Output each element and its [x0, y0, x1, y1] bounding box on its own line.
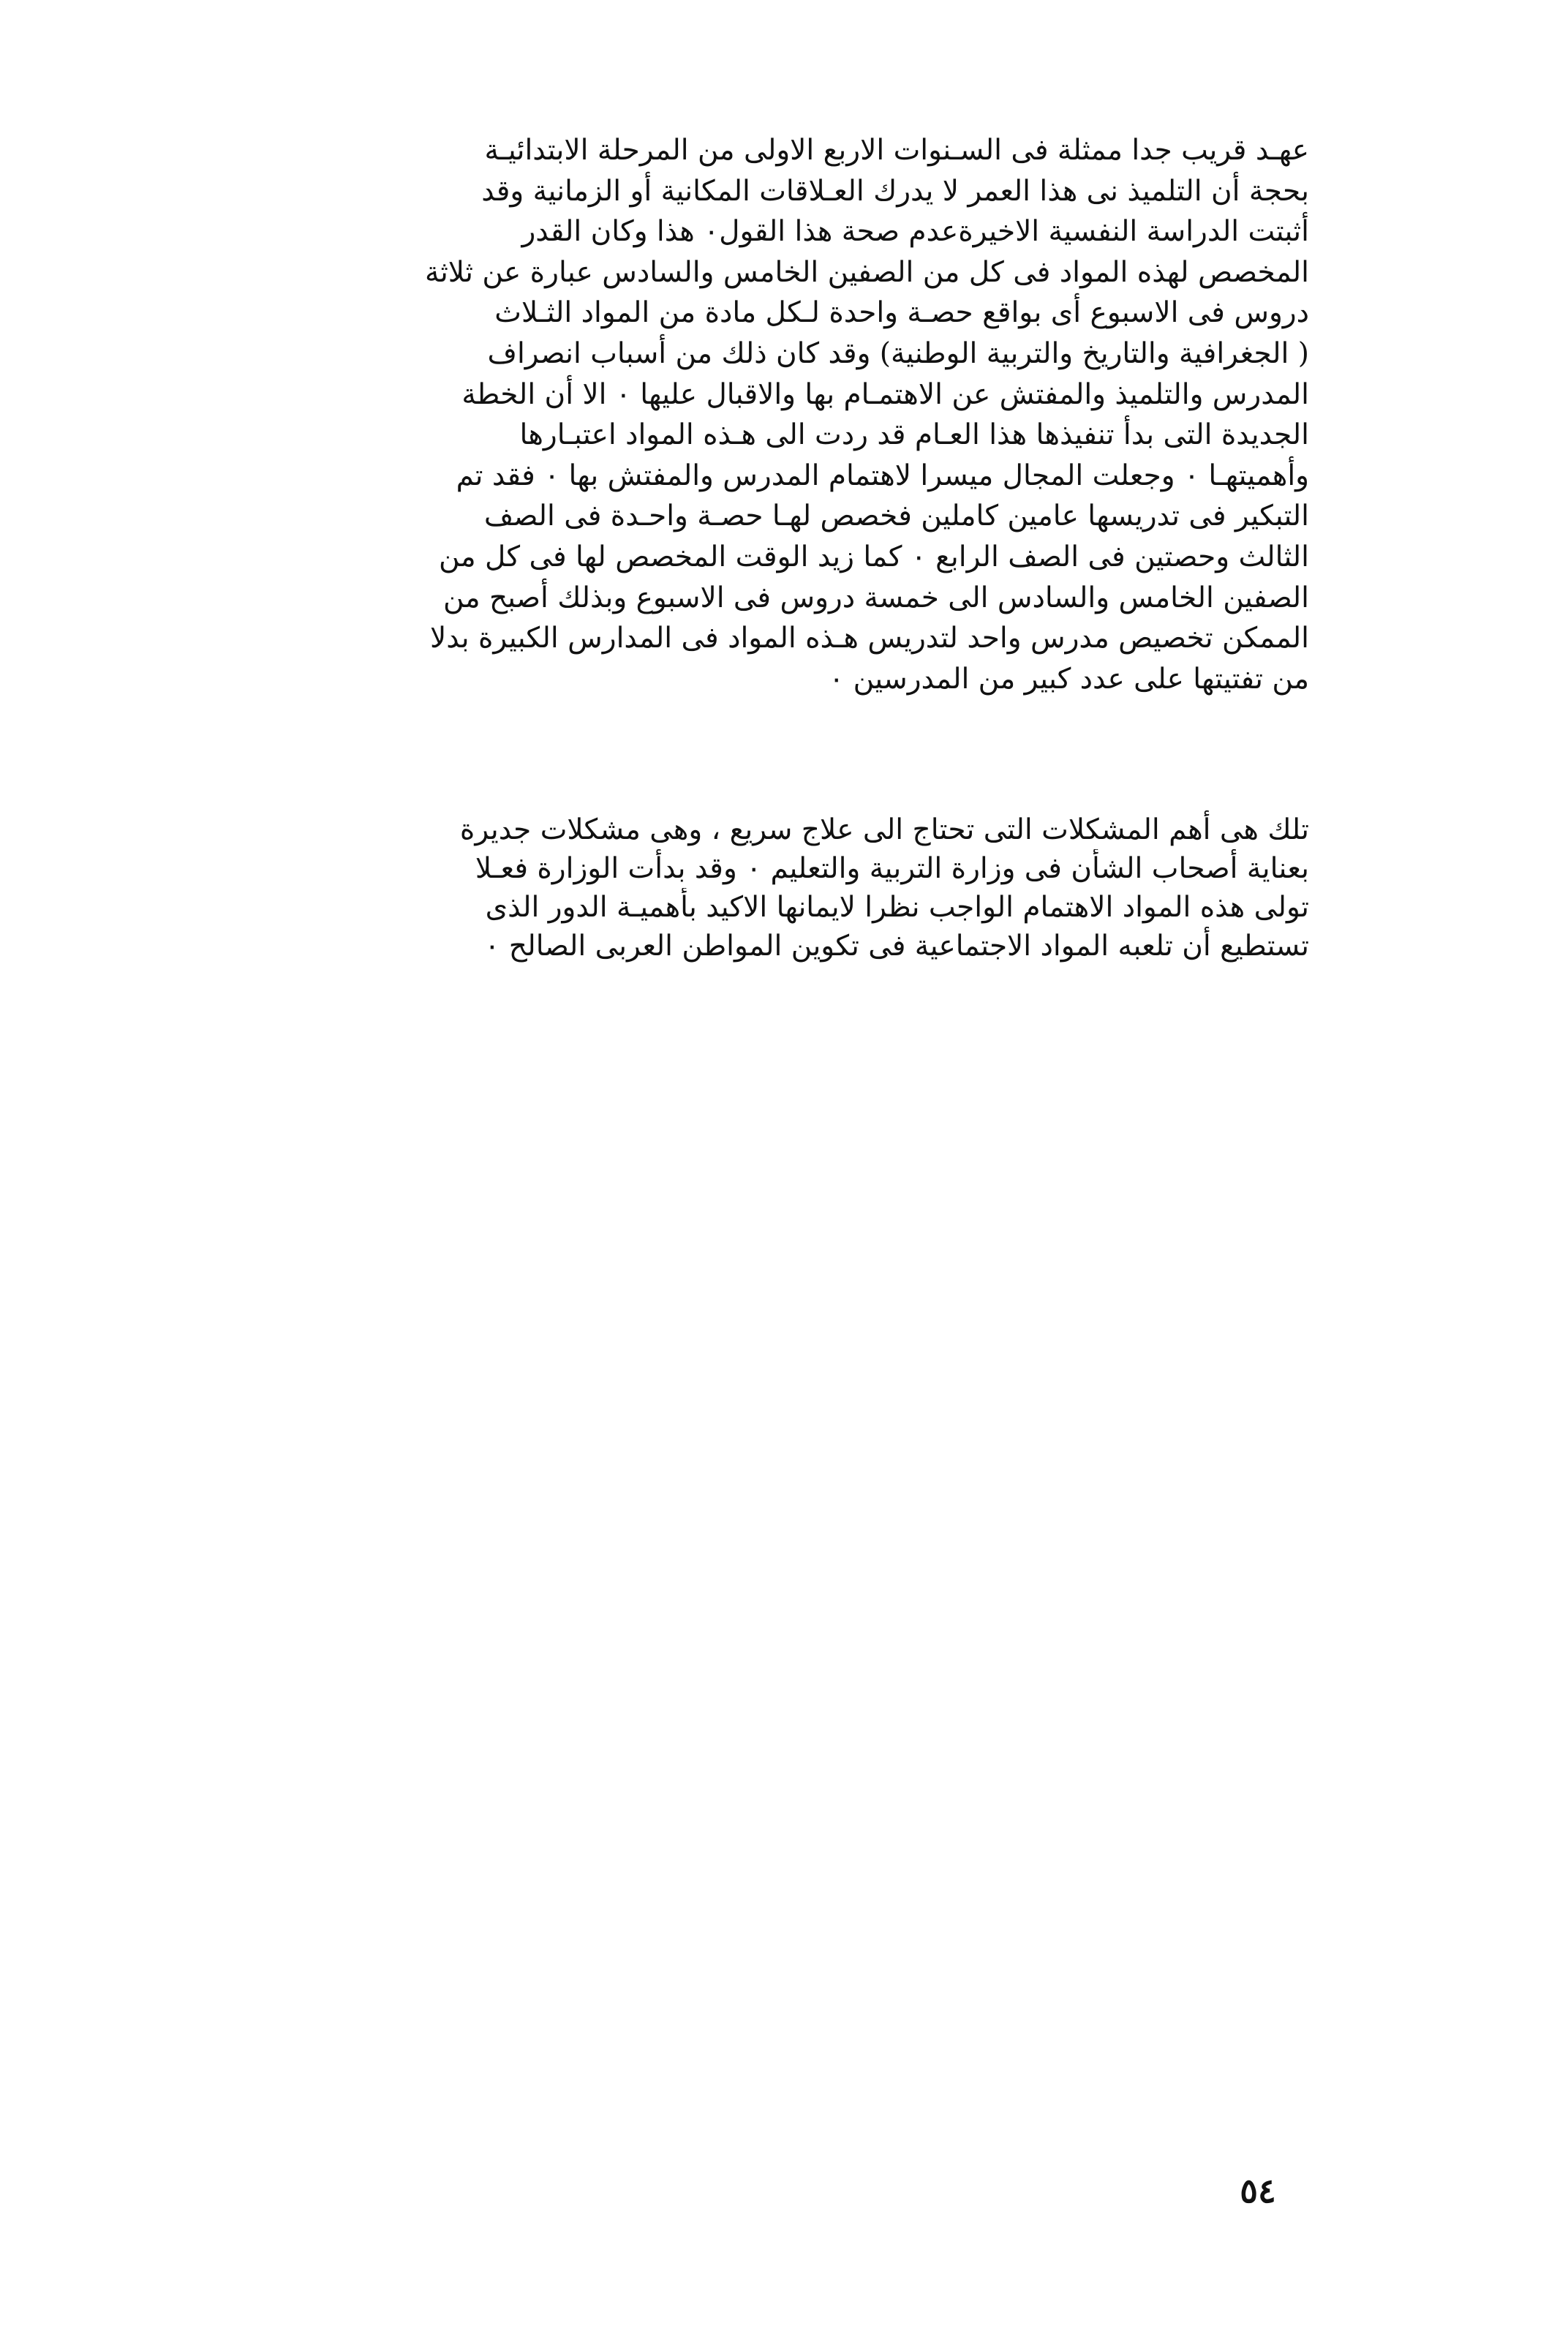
text-line: الصفين الخامس والسادس الى خمسة دروس فى الاسبوع وبذلك أصبح من: [443, 581, 1309, 614]
text-line: أثبتت الدراسة النفسية الاخيرةعدم صحة هذا القول٠ هذا وكان القدر: [521, 215, 1309, 249]
body-paragraph-1: [197, 130, 1309, 699]
text-line: دروس فى الاسبوع أى بواقع حصـة واحدة لـكل مادة من المواد الثـلاث: [494, 296, 1309, 330]
text-line: المخصص لهذه المواد فى كل من الصفين الخامس والسادس عبارة عن ثلاثة: [425, 255, 1309, 289]
body-paragraph-2: [197, 810, 1309, 966]
text-line: الجديدة التى بدأ تنفيذها هذا العـام قد ردت الى هـذه المواد اعتبـارها: [519, 418, 1309, 452]
text-line: الثالث وحصتين فى الصف الرابع ٠ كما زيد الوقت المخصص لها فى كل من: [439, 540, 1309, 573]
text-line: بعناية أصحاب الشأن فى وزارة التربية والتعليم ٠ وقد بدأت الوزارة فعـلا: [475, 852, 1309, 885]
text-line: ( الجغرافية والتاريخ والتربية الوطنية) وقد كان ذلك من أسباب انصراف: [487, 336, 1309, 370]
text-line: تولى هذه المواد الاهتمام الواجب نظرا لايمانها الاكيد بأهميـة الدور الذى: [485, 891, 1309, 924]
text-line: من تفتيتها على عدد كبير من المدرسين ٠: [829, 662, 1309, 696]
text-line: التبكير فى تدريسها عامين كاملين فخصص لهـا حصـة واحـدة فى الصف: [483, 500, 1309, 533]
text-line: بحجة أن التلميذ نى هذا العمر لا يدرك العـلاقات المكانية أو الزمانية وقد: [481, 174, 1309, 208]
text-line: عهـد قريب جدا ممثلة فى السـنوات الاربع الاولى من المرحلة الابتدائيـة: [484, 134, 1309, 167]
text-line: تستطيع أن تلعبه المواد الاجتماعية فى تكوين المواطن العربى الصالح ٠: [484, 930, 1309, 963]
text-line: وأهميتهـا ٠ وجعلت المجال ميسرا لاهتمام المدرس والمفتش بها ٠ فقد تم: [456, 459, 1309, 492]
page-number: ٥٤: [1240, 2171, 1276, 2210]
text-line: المدرس والتلميذ والمفتش عن الاهتمـام بها والاقبال عليها ٠ الا أن الخطة: [461, 377, 1309, 411]
text-line: تلك هى أهم المشكلات التى تحتاج الى علاج سريع ، وهى مشكلات جديرة: [459, 813, 1309, 846]
text-line: الممكن تخصيص مدرس واحد لتدريس هـذه المواد فى المدارس الكبيرة بدلا: [430, 622, 1309, 655]
